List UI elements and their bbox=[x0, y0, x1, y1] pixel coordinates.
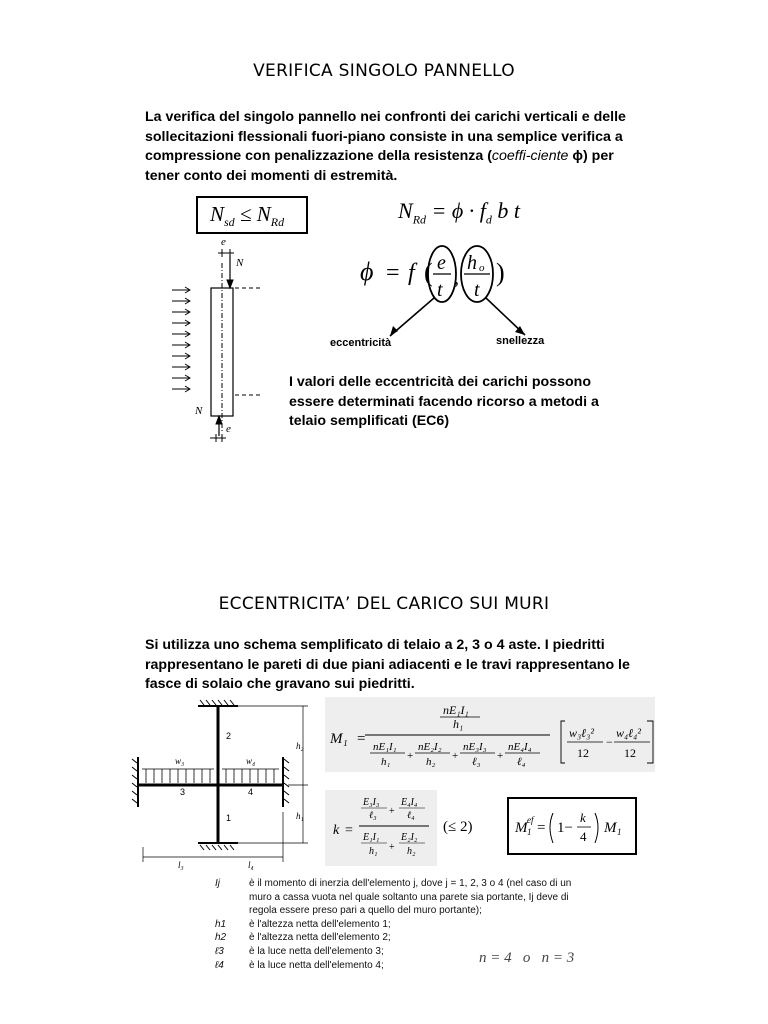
svg-text:N: N bbox=[236, 257, 244, 269]
svg-text:h₁: h₁ bbox=[369, 846, 378, 857]
svg-text:1: 1 bbox=[527, 827, 532, 837]
svg-text:−: − bbox=[606, 735, 613, 749]
svg-text:ϕ: ϕ bbox=[360, 257, 374, 286]
svg-text:nE₄I₄: nE₄I₄ bbox=[508, 741, 532, 753]
svg-text:12: 12 bbox=[577, 746, 589, 760]
paragraph-text-1: La verifica del singolo pannello nei confronti dei carichi verticali e delle sollecitazioni flessionali fuori-piano consiste in una semplice verifica a compressione con penalizzazione della resistenza ( bbox=[145, 109, 626, 164]
paragraph-text-2: ) per tener conto dei momenti di estremità. bbox=[145, 148, 614, 184]
svg-text:,: , bbox=[454, 267, 459, 289]
svg-text:1: 1 bbox=[617, 827, 622, 837]
svg-text:f: f bbox=[408, 260, 415, 286]
svg-text:+: + bbox=[389, 806, 395, 817]
section1-paragraph-2: I valori delle eccentricità dei carichi possono essere determinati facendo ricorso a metodi a telaio semplificati (EC6) bbox=[289, 374, 599, 429]
svg-text:nE₃I₃: nE₃I₃ bbox=[463, 741, 487, 753]
svg-text:E₂I₂: E₂I₂ bbox=[401, 832, 418, 843]
verification-formula-box: $N_{sd} \le N_{Rd}$ bbox=[196, 196, 308, 234]
svg-text:+: + bbox=[407, 750, 414, 762]
svg-text:ef: ef bbox=[527, 815, 534, 825]
svg-text:M: M bbox=[515, 820, 528, 836]
svg-text:1−: 1− bbox=[557, 820, 573, 836]
svg-text:l₄: l₄ bbox=[248, 860, 254, 870]
legend-text: è la luce netta dell'elemento 4; bbox=[249, 959, 384, 971]
svg-text:(: ( bbox=[424, 258, 433, 287]
section1-paragraph bbox=[145, 108, 635, 186]
svg-text:l₃: l₃ bbox=[178, 860, 184, 870]
k-formula bbox=[325, 790, 437, 866]
frame-diagram bbox=[128, 697, 328, 872]
svg-text:2: 2 bbox=[226, 731, 232, 741]
svg-text:E₄I₄: E₄I₄ bbox=[401, 797, 418, 808]
svg-text:ℓ₄: ℓ₄ bbox=[517, 756, 526, 768]
svg-text:3: 3 bbox=[180, 787, 186, 797]
svg-text:=: = bbox=[357, 731, 366, 747]
svg-text:o: o bbox=[479, 262, 485, 274]
m1-formula bbox=[325, 697, 655, 772]
svg-text:h₁: h₁ bbox=[296, 811, 304, 821]
svg-text:ℓ₄: ℓ₄ bbox=[407, 810, 415, 821]
svg-text:N: N bbox=[195, 405, 203, 417]
svg-text:h₂: h₂ bbox=[296, 741, 304, 751]
legend-symbol: h2 bbox=[215, 932, 227, 944]
legend-symbol: Ij bbox=[215, 878, 220, 889]
svg-text:ℓ₃: ℓ₃ bbox=[369, 810, 377, 821]
nrd-formula: $N_{Rd} = \phi \cdot f_d$ b t bbox=[398, 198, 521, 227]
wall-panel-diagram bbox=[168, 233, 268, 443]
svg-text:4: 4 bbox=[248, 787, 254, 797]
svg-text:w₃: w₃ bbox=[175, 756, 185, 766]
label-snellezza: snellezza bbox=[496, 335, 545, 347]
svg-text:=: = bbox=[386, 260, 400, 286]
legend-symbol: ℓ3 bbox=[215, 945, 224, 957]
svg-text:1: 1 bbox=[226, 813, 232, 823]
svg-text:nE₁I₁: nE₁I₁ bbox=[443, 703, 469, 717]
legend-text: è l'altezza netta dell'elemento 1; bbox=[249, 918, 391, 930]
legend-symbol: ℓ4 bbox=[215, 959, 224, 971]
svg-text:h₁: h₁ bbox=[381, 756, 391, 768]
svg-text:nE₁I₁: nE₁I₁ bbox=[373, 741, 397, 753]
svg-text:4: 4 bbox=[580, 829, 587, 844]
label-eccentricita: eccentricità bbox=[330, 337, 392, 349]
svg-text:t: t bbox=[474, 279, 480, 301]
section2-paragraph: Si utilizza uno schema semplificato di telaio a 2, 3 o 4 aste. I piedritti rappresentano le pareti di due piani adiacenti e le travi rappresentano le fasce di solaio che gravano sui piedritti. bbox=[145, 637, 630, 692]
legend-row bbox=[215, 918, 595, 932]
svg-text:+: + bbox=[389, 842, 395, 853]
svg-text:+: + bbox=[497, 750, 504, 762]
legend-row bbox=[215, 931, 595, 945]
legend-text: è la luce netta dell'elemento 3; bbox=[249, 945, 384, 957]
section1-title: VERIFICA SINGOLO PANNELLO bbox=[253, 61, 515, 81]
svg-text:h: h bbox=[467, 252, 477, 274]
legend-text: è il momento di inerzia dell'elemento j, dove j = 1, 2, 3 o 4 (nel caso di un muro a cassa vuota nel quale soltanto una parete sia portante, Ij deve di regola essere preso pari a quello del muro portante); bbox=[249, 878, 572, 917]
m1ef-formula-box bbox=[507, 797, 637, 855]
svg-text:w₃ℓ₃²: w₃ℓ₃² bbox=[569, 726, 594, 740]
svg-text:M₁: M₁ bbox=[330, 731, 348, 747]
svg-text:k: k bbox=[580, 810, 586, 825]
paragraph-italic: coeffi-ciente bbox=[491, 148, 569, 164]
paragraph-phi: ϕ bbox=[568, 148, 583, 164]
svg-text:e: e bbox=[226, 423, 231, 435]
svg-text:12: 12 bbox=[624, 746, 636, 760]
legend-text: è l'altezza netta dell'elemento 2; bbox=[249, 932, 391, 944]
svg-text:=: = bbox=[345, 823, 353, 838]
k-limit: (≤ 2) bbox=[443, 819, 473, 835]
svg-text:w₄ℓ₄²: w₄ℓ₄² bbox=[616, 726, 641, 740]
svg-text:h₁: h₁ bbox=[453, 717, 464, 731]
svg-text:t: t bbox=[437, 279, 443, 301]
svg-text:+: + bbox=[452, 750, 459, 762]
svg-text:h₂: h₂ bbox=[407, 846, 416, 857]
svg-text:e: e bbox=[437, 252, 446, 274]
svg-text:M: M bbox=[604, 820, 617, 836]
legend-symbol: h1 bbox=[215, 918, 227, 930]
svg-text:ℓ₃: ℓ₃ bbox=[472, 756, 481, 768]
svg-text:k: k bbox=[333, 823, 340, 838]
svg-text:h₂: h₂ bbox=[426, 756, 436, 768]
svg-text:=: = bbox=[537, 820, 546, 836]
legend-row bbox=[215, 877, 595, 918]
svg-text:): ) bbox=[496, 258, 505, 287]
svg-text:E₁I₁: E₁I₁ bbox=[363, 832, 380, 843]
n-values: n = 4 o n = 3 bbox=[479, 950, 575, 966]
m1ef-formula bbox=[509, 799, 635, 853]
svg-text:E₃I₃: E₃I₃ bbox=[363, 797, 380, 808]
svg-text:nE₂I₂: nE₂I₂ bbox=[418, 741, 442, 753]
section2-title: ECCENTRICITA’ DEL CARICO SUI MURI bbox=[218, 594, 550, 614]
svg-text:w₄: w₄ bbox=[246, 756, 256, 766]
svg-text:e: e bbox=[221, 236, 226, 248]
